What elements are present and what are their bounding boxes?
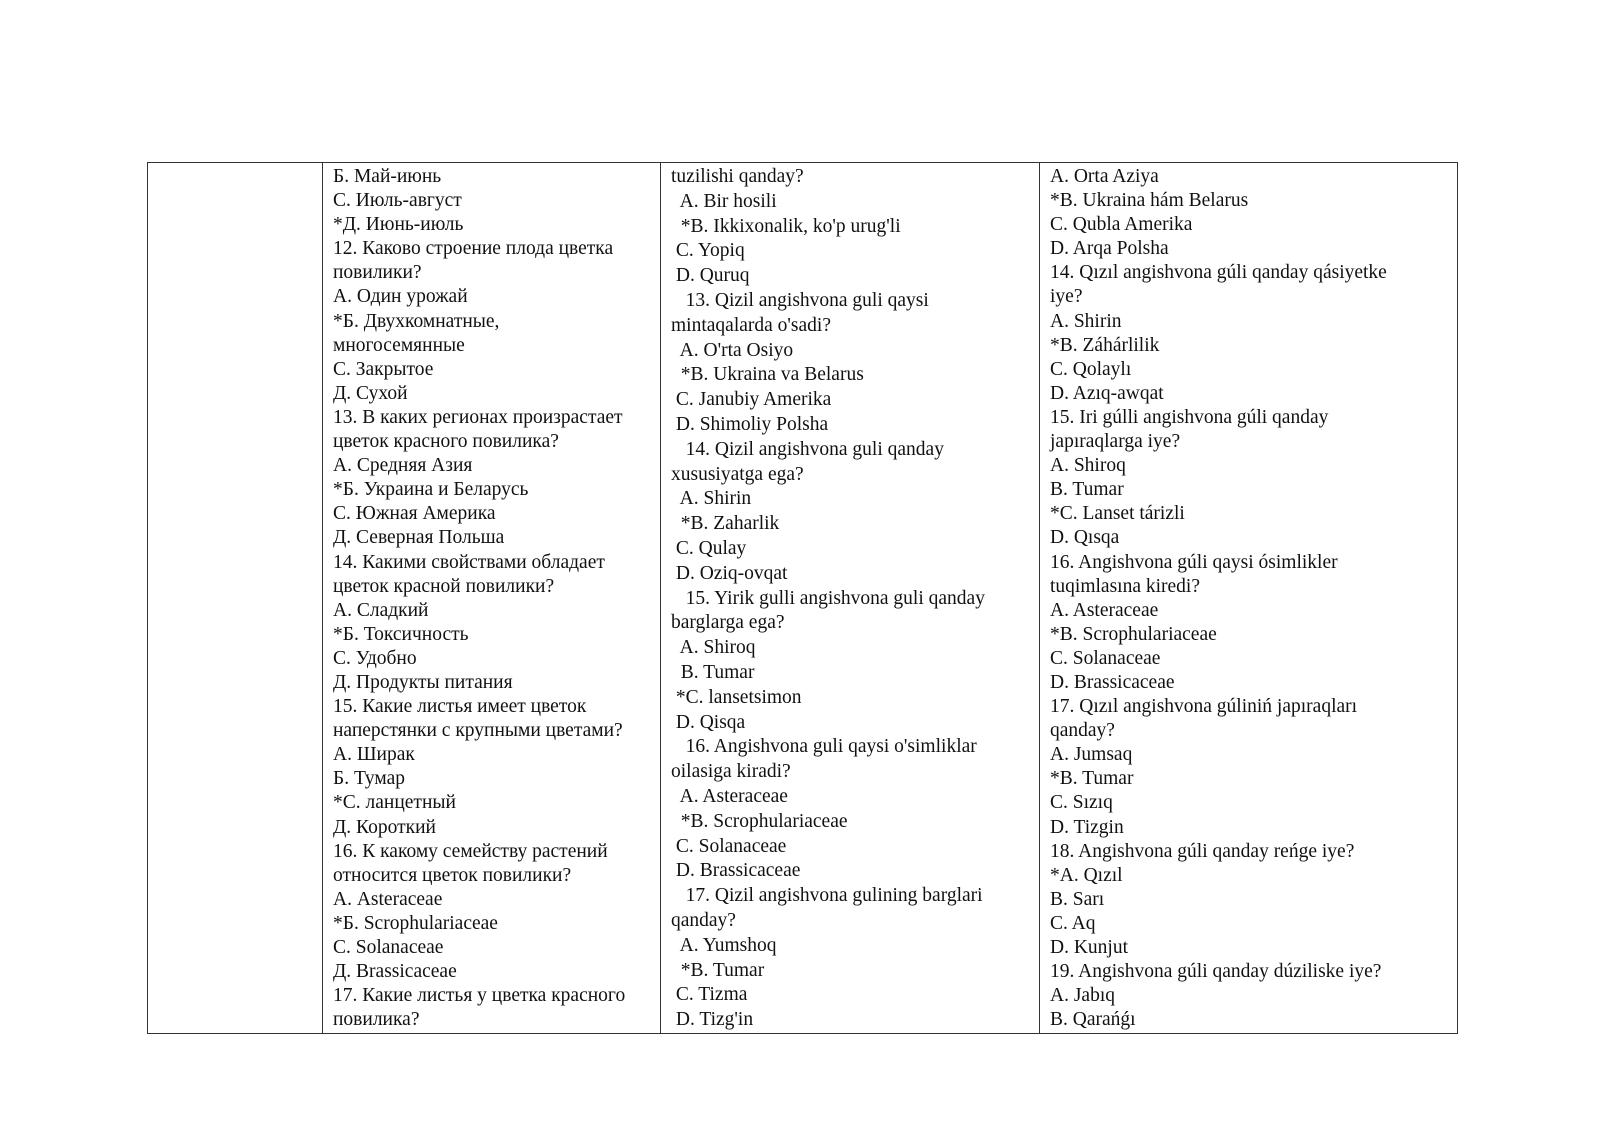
text-line: B. Tumar [671,661,755,683]
text-line: D. Oziq-ovqat [671,562,788,584]
text-line: А. Сладкий [333,599,429,621]
text-line: A. Shirin [671,488,752,510]
text-line: D. Shimoliy Polsha [671,413,829,435]
text-line: *B. Tumar [1050,768,1134,790]
text-line: A. Shirin [1050,310,1122,332]
text-line: *Б. Двухкомнатные, [333,310,500,332]
text-line: повилика? [333,1009,420,1031]
text-line: 15. Yirik gulli angishvona guli qanday [671,587,985,609]
text-line: 13. Qizil angishvona guli qaysi [671,289,929,311]
text-line: A. O'rta Osiyo [671,339,794,361]
text-line: наперстянки с крупными цветами? [333,720,623,742]
text-line: *B. Ukraina va Belarus [671,364,864,386]
text-line: D. Tizgin [1050,816,1124,838]
text-line: С. Закрытое [333,358,434,380]
text-line: 13. В каких регионах произрастает [333,406,623,428]
text-line: mintaqalarda o'sadi? [671,314,831,336]
text-line: C. Solanaceae [1050,647,1161,669]
text-line: относится цветок повилики? [333,864,572,886]
text-line: C. Aq [1050,912,1096,934]
text-line: B. Sarı [1050,888,1105,910]
table-row [148,163,1458,1034]
text-line: А. Один урожай [333,286,468,308]
text-line: D. Kunjut [1050,937,1128,958]
text-line: С. Solanaceae [333,937,444,958]
quiz-table [147,162,1458,1034]
text-line: *Д. Июнь-июль [333,214,464,236]
text-line: D. Arqa Polsha [1050,238,1169,260]
karakalpak-questions-cell [1040,163,1458,1034]
text-line: Д. Brassicaceae [333,961,457,983]
text-line: B. Tumar [1050,479,1124,501]
text-line: *B. Tumar [671,959,765,981]
text-line: 17. Какие листья у цветка красного [333,985,626,1007]
text-line: *Б. Токсичность [333,623,469,645]
text-line: Д. Продукты питания [333,671,513,693]
text-line: 16. К какому семейству растений [333,840,608,862]
text-line: japıraqlarga iye? [1050,431,1181,453]
empty-cell [148,163,323,1034]
text-line: C. Qubla Amerika [1050,214,1193,236]
text-line: 14. Какими свойствами обладает [333,551,605,573]
text-line: C. Janubiy Amerika [671,389,832,411]
text-line: C. Sızıq [1050,792,1113,814]
text-line: A. Shiroq [671,637,756,659]
text-line: *B. Scrophulariaceae [1050,623,1217,645]
text-line: 14. Qizil angishvona guli qanday [671,438,944,460]
text-line: barglarga ega? [671,612,785,634]
text-line: 16. Angishvona guli qaysi o'simliklar [671,736,977,758]
text-line: D. Brassicaceae [671,860,801,882]
text-line: 14. Qızıl angishvona gúli qanday qásiyetke [1050,262,1387,284]
text-line: D. Tizg'in [671,1009,754,1031]
text-line: *B. Scrophulariaceae [671,810,848,832]
text-line: Д. Северная Польша [333,527,505,549]
text-line: 19. Angishvona gúli qanday dúziliske iye? [1050,961,1382,983]
text-line: B. Qarańǵı [1050,1009,1136,1031]
text-line: *B. Ukraina hám Belarus [1050,190,1249,212]
text-line: цветок красного повилика? [333,431,559,453]
text-line: A. Yumshoq [671,934,777,956]
text-line: *B. Ikkixonalik, ko'p urug'li [671,215,901,237]
text-line: A. Jabıq [1050,985,1115,1007]
text-line: qanday? [1050,720,1115,742]
text-line: повилики? [333,262,422,284]
text-line: tuzilishi qanday? [671,166,804,187]
text-line: А. Ширак [333,744,415,766]
text-line: *Б. Scrophulariaceae [333,912,498,934]
text-line: 17. Qızıl angishvona gúliniń japıraqları [1050,696,1358,718]
text-line: цветок красной повилики? [333,575,555,597]
text-line: 15. Какие листья имеет цветок [333,696,587,718]
text-line: oilasiga kiradi? [671,761,791,783]
text-line: 17. Qizil angishvona gulining barglari [671,885,983,907]
text-line: *B. Zaharlik [671,513,780,535]
text-line: D. Azıq-awqat [1050,382,1164,404]
text-line: C. Tizma [671,984,748,1006]
text-line: C. Qolaylı [1050,358,1132,380]
text-line: С. Июль-август [333,190,462,212]
text-line: C. Solanaceae [671,835,787,857]
text-line: Д. Сухой [333,382,408,404]
text-line: С. Удобно [333,647,417,669]
text-line: многосемянные [333,334,465,356]
russian-questions-cell [323,163,661,1034]
text-line: 16. Angishvona gúli qaysi ósimlikler [1050,551,1338,573]
text-line: tuqimlasına kiredi? [1050,575,1201,597]
text-line: A. Asteraceae [1050,599,1159,621]
text-line: 15. Iri gúlli angishvona gúli qanday [1050,406,1329,428]
text-line: Б. Май-июнь [333,166,442,187]
text-line: xususiyatga ega? [671,463,804,485]
text-line: D. Qisqa [671,711,746,733]
text-line: A. Jumsaq [1050,744,1133,766]
text-line: *С. ланцетный [333,792,456,814]
text-line: Д. Короткий [333,816,436,838]
text-line: A. Orta Aziya [1050,166,1159,187]
text-line: C. Yopiq [671,240,745,262]
text-line: 18. Angishvona gúli qanday reńge iye? [1050,840,1355,862]
uzbek-questions-text [661,163,1039,1033]
text-line: D. Brassicaceae [1050,671,1175,693]
text-line: 12. Каково строение плода цветка [333,238,614,260]
russian-questions-text [323,163,660,1032]
text-line: C. Qulay [671,537,747,559]
text-line: Б. Тумар [333,768,405,790]
karakalpak-questions-text [1040,163,1457,1032]
text-line: qanday? [671,909,736,931]
uzbek-questions-cell [661,163,1040,1034]
text-line: *Б. Украина и Беларусь [333,479,529,501]
text-line: A. Shiroq [1050,455,1126,477]
text-line: А. Asteraceae [333,888,443,910]
text-line: D. Quruq [671,265,750,287]
text-line: А. Средняя Азия [333,455,473,477]
text-line: *C. Lanset tárizli [1050,503,1185,525]
text-line: *A. Qızıl [1050,864,1123,886]
text-line: *B. Záhárlilik [1050,334,1160,356]
text-line: iye? [1050,286,1083,308]
text-line: A. Bir hosili [671,190,777,212]
text-line: A. Asteraceae [671,785,788,807]
text-line: С. Южная Америка [333,503,496,525]
text-line: D. Qısqa [1050,527,1120,549]
text-line: *C. lansetsimon [671,686,802,708]
